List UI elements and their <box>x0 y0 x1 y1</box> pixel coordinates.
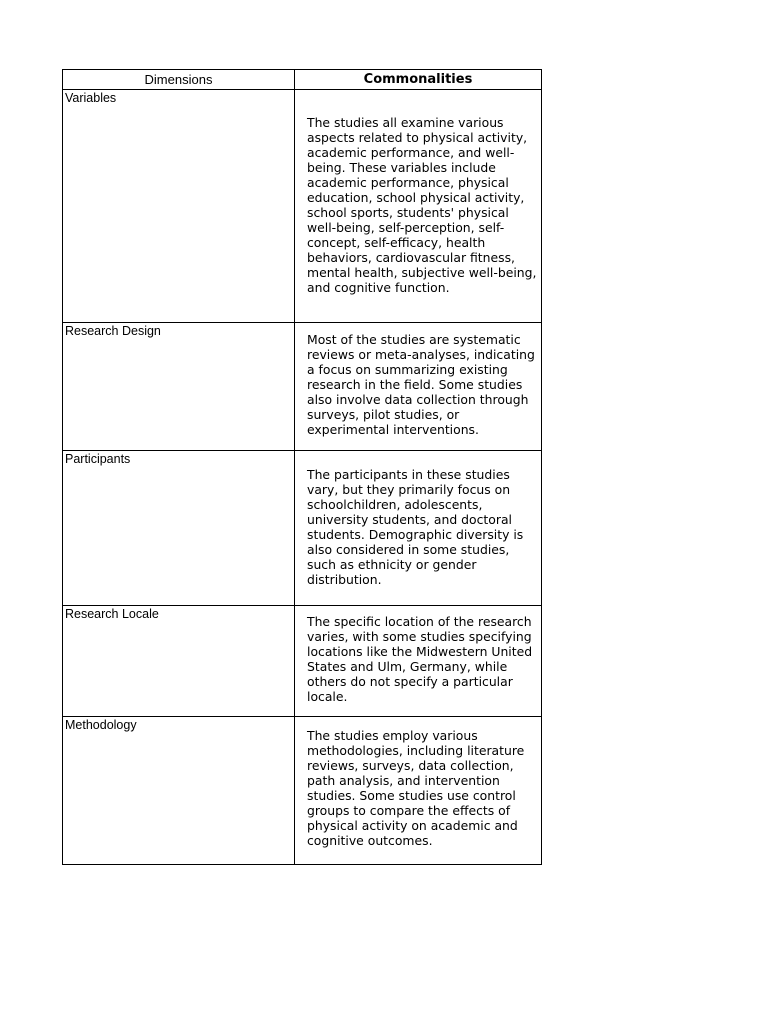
table-row <box>63 717 542 865</box>
commonality-cell <box>295 717 542 865</box>
table-row <box>63 323 542 451</box>
commonality-text: Most of the studies are systematic reviews or meta-analyses, indicating a focus on summarizing existing research in the field. Some studies also involve data collection through surveys, pilot studies, or experimental interventions. <box>307 332 535 437</box>
table-row <box>63 451 542 606</box>
dimension-cell: Participants <box>63 451 295 606</box>
table-row <box>63 90 542 323</box>
commonality-cell <box>295 90 542 323</box>
dimension-cell: Variables <box>63 90 295 323</box>
commonality-text: The participants in these studies vary, but they primarily focus on schoolchildren, adolescents, university students, and doctoral students. Demographic diversity is also considered in some studies, such as ethnicity or gender distribution. <box>307 467 524 587</box>
commonality-text: The specific location of the research varies, with some studies specifying locations like the Midwestern United States and Ulm, Germany, while others do not specify a particular locale. <box>307 614 533 704</box>
dimension-cell: Methodology <box>63 717 295 865</box>
commonalities-header: Commonalities <box>295 70 542 90</box>
commonality-cell <box>295 606 542 717</box>
dimension-cell: Research Locale <box>63 606 295 717</box>
commonality-cell <box>295 323 542 451</box>
commonalities-table <box>62 69 542 865</box>
dimension-cell: Research Design <box>63 323 295 451</box>
dimensions-header: Dimensions <box>63 70 295 90</box>
commonality-cell <box>295 451 542 606</box>
table-header-row <box>63 70 542 90</box>
commonality-text: The studies employ various methodologies, including literature reviews, surveys, data collection, path analysis, and intervention studies. Some studies use control groups to compare the effects of physical activity on academic and cognitive outcomes. <box>307 728 525 848</box>
table-row <box>63 606 542 717</box>
commonality-text: The studies all examine various aspects related to physical activity, academic performance, and well-being. These variables include academic performance, physical education, school physical activity, school sports, students' physical well-being, self-perception, self-concept, self-efficacy, health behaviors, cardiovascular fitness, mental health, subjective well-being, and cognitive function. <box>307 115 537 295</box>
